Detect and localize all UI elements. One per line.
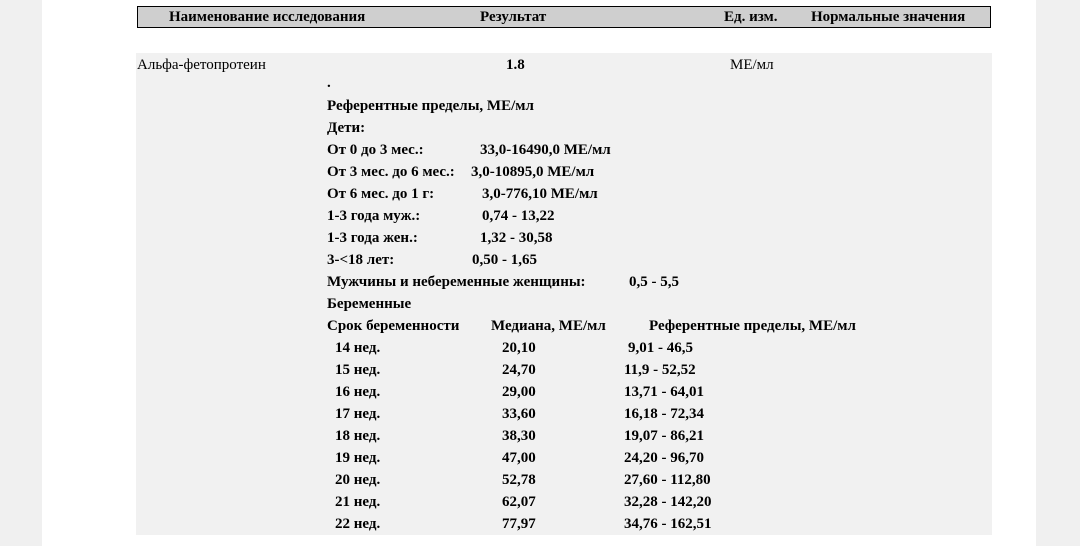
child-range: 1,32 - 30,58 — [480, 230, 553, 246]
child-age: 1-3 года муж.: — [327, 208, 421, 224]
pregnancy-range: 24,20 - 96,70 — [624, 450, 704, 466]
test-result: 1.8 — [506, 57, 525, 73]
pregnancy-week: 17 нед. — [335, 406, 381, 422]
pregnancy-median: 77,97 — [502, 516, 536, 532]
pregnancy-term-header: Срок беременности — [327, 318, 460, 334]
children-label: Дети: — [327, 120, 366, 136]
child-age: От 6 мес. до 1 г: — [327, 186, 435, 202]
pregnancy-range: 27,60 - 112,80 — [624, 472, 711, 488]
pregnancy-median: 47,00 — [502, 450, 536, 466]
child-range: 0,50 - 1,65 — [472, 252, 537, 268]
pregnancy-median: 33,60 — [502, 406, 536, 422]
child-range: 33,0-16490,0 МЕ/мл — [480, 142, 611, 158]
reference-title: Референтные пределы, МЕ/мл — [327, 98, 534, 114]
header-result: Результат — [480, 9, 547, 25]
pregnancy-median: 20,10 — [502, 340, 536, 356]
pregnancy-range: 32,28 - 142,20 — [624, 494, 712, 510]
pregnancy-week: 19 нед. — [335, 450, 381, 466]
header-unit: Ед. изм. — [724, 9, 778, 25]
results-table-body — [136, 53, 992, 535]
pregnancy-range: 9,01 - 46,5 — [628, 340, 693, 356]
pregnancy-range: 34,76 - 162,51 — [624, 516, 712, 532]
child-age: 3-<18 лет: — [327, 252, 395, 268]
pregnancy-limits-header: Референтные пределы, МЕ/мл — [649, 318, 856, 334]
header-normal-values: Нормальные значения — [811, 9, 966, 25]
pregnancy-week: 14 нед. — [335, 340, 381, 356]
pregnancy-week: 21 нед. — [335, 494, 381, 510]
adults-label: Мужчины и небеременные женщины: — [327, 274, 586, 290]
child-range: 3,0-776,10 МЕ/мл — [482, 186, 598, 202]
pregnancy-median: 29,00 — [502, 384, 536, 400]
pregnancy-range: 11,9 - 52,52 — [624, 362, 696, 378]
child-range: 3,0-10895,0 МЕ/мл — [471, 164, 595, 180]
results-table-header — [137, 6, 991, 28]
test-unit: МЕ/мл — [730, 57, 774, 73]
pregnancy-week: 18 нед. — [335, 428, 381, 444]
pregnancy-range: 13,71 - 64,01 — [624, 384, 704, 400]
child-age: От 0 до 3 мес.: — [327, 142, 424, 158]
pregnancy-median: 24,70 — [502, 362, 536, 378]
child-age: От 3 мес. до 6 мес.: — [327, 164, 455, 180]
pregnancy-median: 62,07 — [502, 494, 536, 510]
test-name: Альфа-фетопротеин — [137, 57, 266, 73]
child-age: 1-3 года жен.: — [327, 230, 418, 246]
pregnancy-week: 16 нед. — [335, 384, 381, 400]
pregnancy-median: 38,30 — [502, 428, 536, 444]
pregnant-label: Беременные — [327, 296, 412, 312]
pregnancy-median: 52,78 — [502, 472, 536, 488]
separator-dot: . — [327, 75, 331, 91]
pregnancy-week: 22 нед. — [335, 516, 381, 532]
pregnancy-median-header: Медиана, МЕ/мл — [491, 318, 606, 334]
adults-range: 0,5 - 5,5 — [629, 274, 679, 290]
pregnancy-range: 16,18 - 72,34 — [624, 406, 704, 422]
child-range: 0,74 - 13,22 — [482, 208, 555, 224]
pregnancy-week: 20 нед. — [335, 472, 381, 488]
header-test-name: Наименование исследования — [169, 9, 366, 25]
pregnancy-range: 19,07 - 86,21 — [624, 428, 704, 444]
pregnancy-week: 15 нед. — [335, 362, 381, 378]
